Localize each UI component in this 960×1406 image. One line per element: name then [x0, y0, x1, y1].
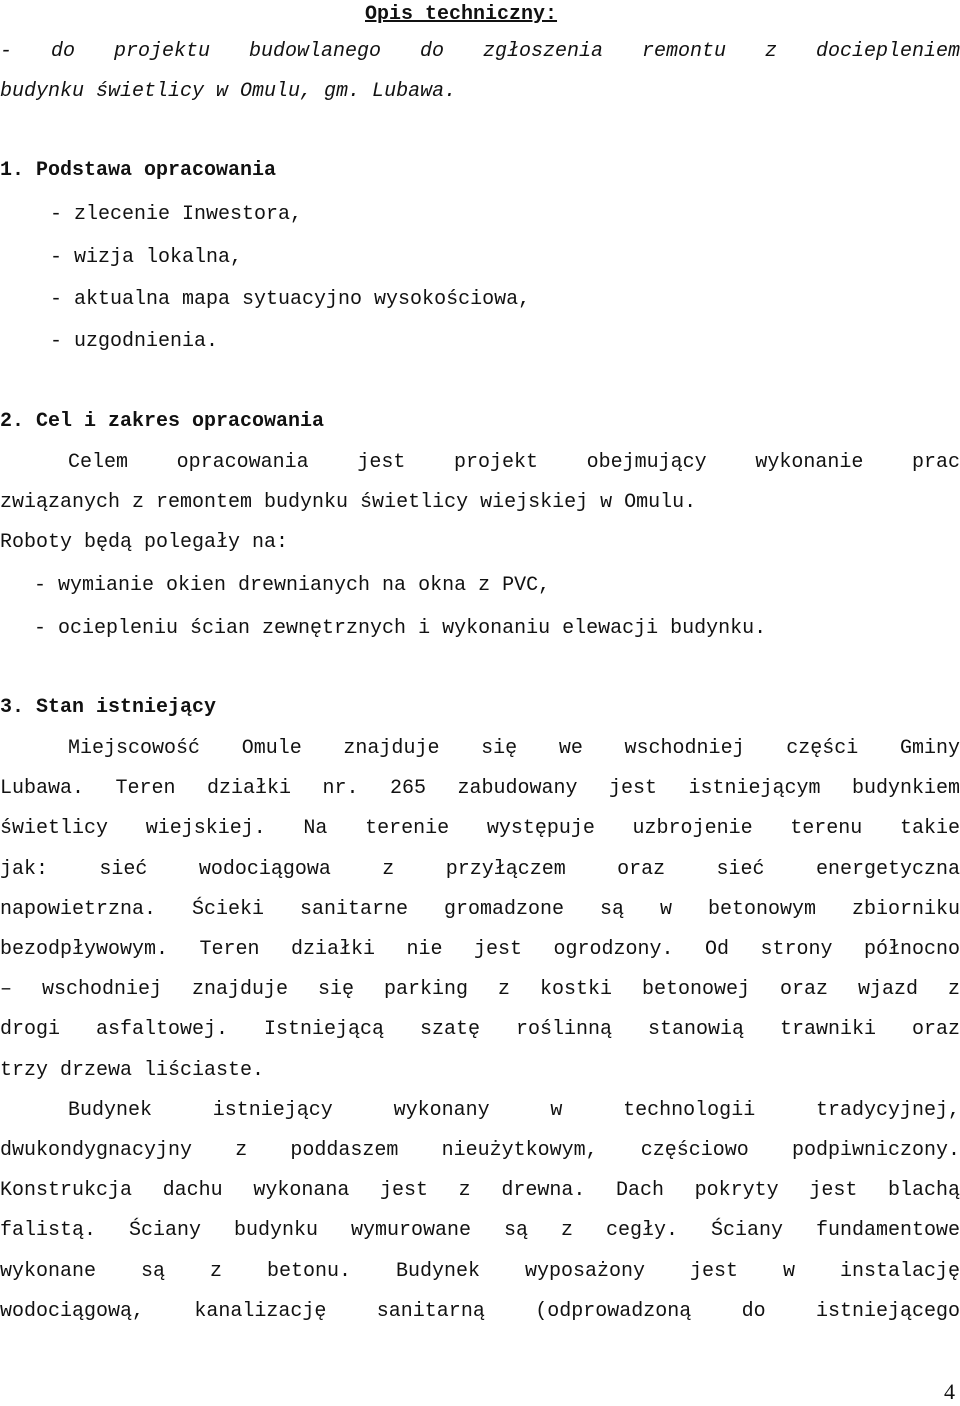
section-3-line: jak: sieć wodociągowa z przyłączem oraz sieć energetyczna [0, 858, 960, 881]
section-3-line: bezodpływowym. Teren działki nie jest ogrodzony. Od strony północno [0, 938, 960, 961]
section-1-item: - aktualna mapa sytuacyjno wysokościowa, [50, 288, 531, 311]
section-2-line: - ociepleniu ścian zewnętrznych i wykonaniu elewacji budynku. [34, 617, 767, 640]
section-1-heading: 1. Podstawa opracowania [0, 159, 277, 182]
section-1-item: - wizja lokalna, [50, 246, 243, 269]
section-3-line: wykonane są z betonu. Budynek wyposażony jest w instalację [0, 1260, 960, 1283]
section-2-line: Celem opracowania jest projekt obejmujący wykonanie prac [68, 451, 960, 474]
section-3-line: Konstrukcja dachu wykonana jest z drewna. Dach pokryty jest blachą [0, 1179, 960, 1202]
subtitle-line-2: budynku świetlicy w Omulu, gm. Lubawa. [0, 80, 457, 103]
section-3-line: dwukondygnacyjny z poddaszem nieużytkowym, częściowo podpiwniczony. [0, 1139, 960, 1162]
section-2-line: Roboty będą polegały na: [0, 531, 289, 554]
section-3-line: Miejscowość Omule znajduje się we wschodniej części Gminy [68, 737, 960, 760]
section-3-line: napowietrzna. Ścieki sanitarne gromadzone są w betonowym zbiorniku [0, 898, 960, 921]
document-title: Opis techniczny: [365, 3, 558, 26]
section-1-item: - uzgodnienia. [50, 330, 219, 353]
section-3-line: świetlicy wiejskiej. Na terenie występuje uzbrojenie terenu takie [0, 817, 960, 840]
page-number: 4 [944, 1379, 955, 1404]
section-3-heading: 3. Stan istniejący [0, 696, 217, 719]
section-3-line: trzy drzewa liściaste. [0, 1059, 265, 1082]
section-2-line: związanych z remontem budynku świetlicy wiejskiej w Omulu. [0, 491, 697, 514]
subtitle-line-1: - do projektu budowlanego do zgłoszenia remontu z dociepleniem [0, 40, 960, 63]
section-3-line: – wschodniej znajduje się parking z kostki betonowej oraz wjazd z [0, 978, 960, 1001]
section-2-heading: 2. Cel i zakres opracowania [0, 410, 325, 433]
section-3-line: drogi asfaltowej. Istniejącą szatę roślinną stanowią trawniki oraz [0, 1018, 960, 1041]
section-3-line: falistą. Ściany budynku wymurowane są z cegły. Ściany fundamentowe [0, 1219, 960, 1242]
section-3-line: Budynek istniejący wykonany w technologii tradycyjnej, [68, 1099, 960, 1122]
section-1-item: - zlecenie Inwestora, [50, 203, 303, 226]
section-2-line: - wymianie okien drewnianych na okna z PVC, [34, 574, 551, 597]
section-3-line: Lubawa. Teren działki nr. 265 zabudowany jest istniejącym budynkiem [0, 777, 960, 800]
section-3-line: wodociągową, kanalizację sanitarną (odprowadzoną do istniejącego [0, 1300, 960, 1323]
